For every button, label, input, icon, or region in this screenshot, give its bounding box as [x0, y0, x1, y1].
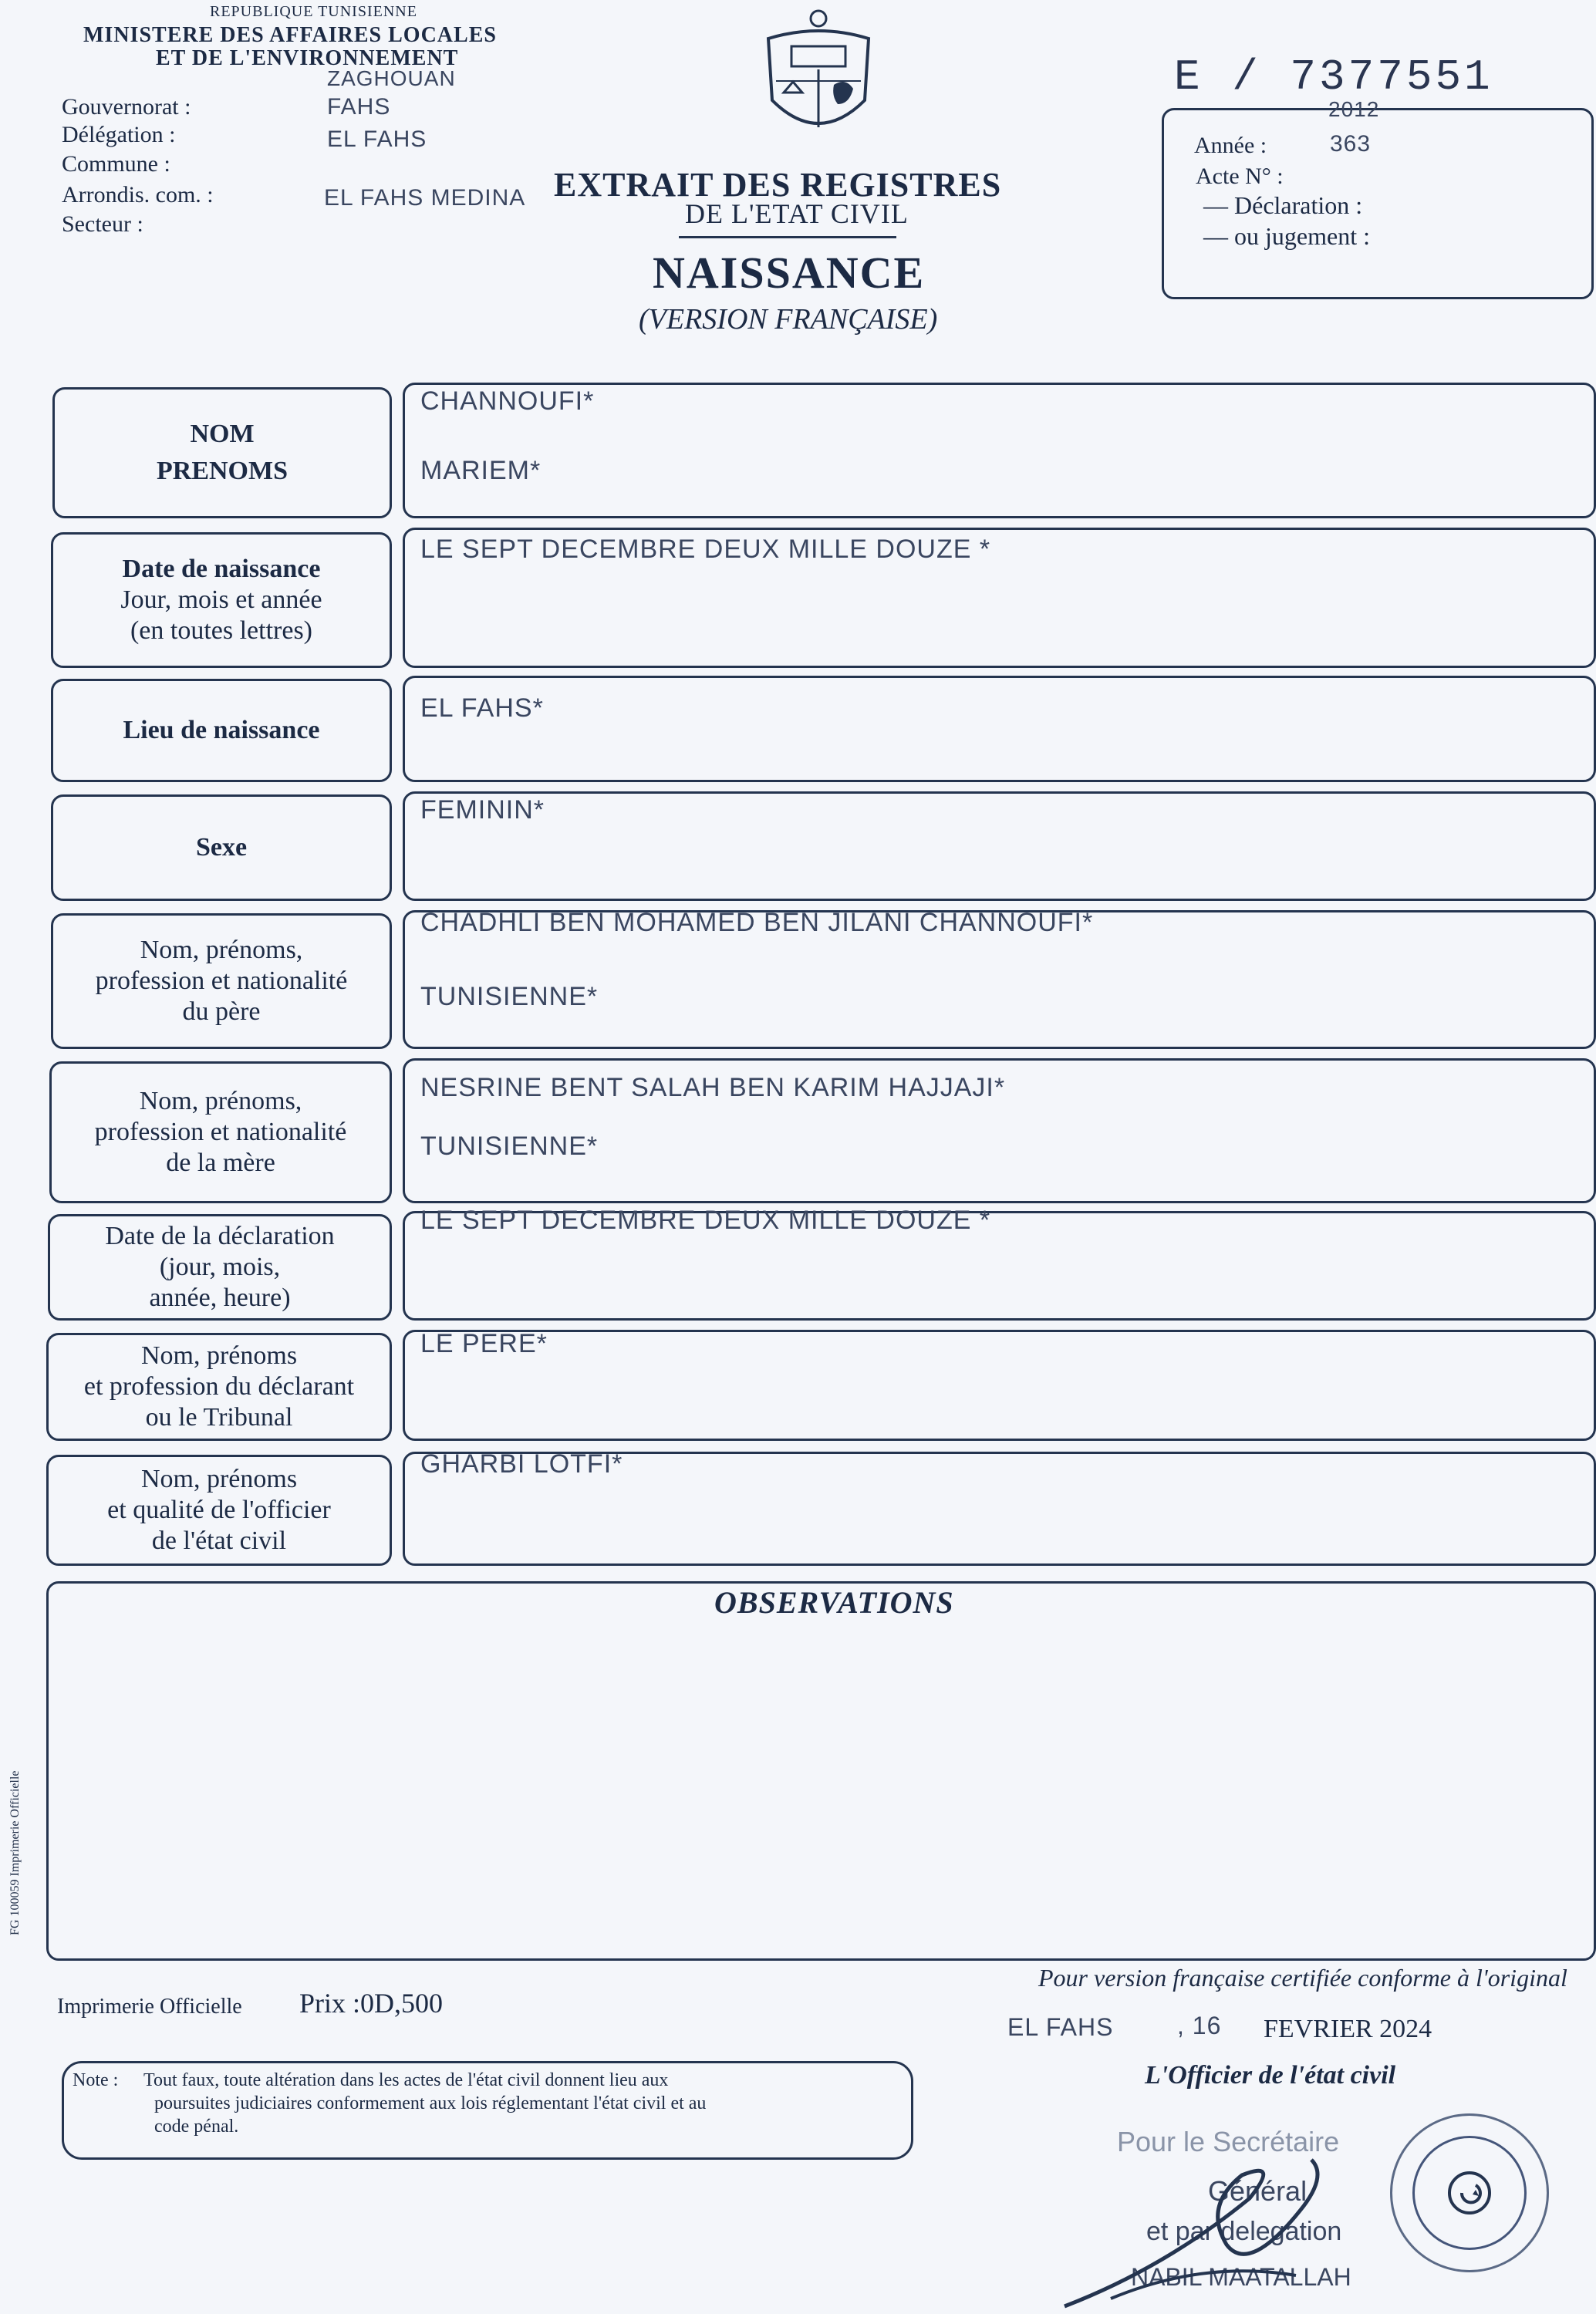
date-naissance-label: Date de naissance [122, 555, 321, 583]
declaration-label2: (jour, mois, [159, 1253, 281, 1281]
delegation-value: EL FAHS [327, 126, 427, 152]
observations-box [46, 1581, 1596, 1961]
prix-text: Prix :0D,500 [299, 1988, 444, 2019]
jugement-label: — ou jugement : [1203, 222, 1370, 250]
declarant-value-box [403, 1330, 1596, 1441]
date-naissance-label-box [51, 532, 392, 668]
official-stamp-icon [1390, 2113, 1549, 2272]
declaration-value-box [403, 1206, 1596, 1321]
title-version: (VERSION FRANÇAISE) [639, 303, 938, 336]
ministry-line1: MINISTERE DES AFFAIRES LOCALES [83, 23, 497, 47]
declarant-label1: Nom, prénoms [140, 1341, 298, 1370]
coat-of-arms-icon [753, 8, 884, 147]
mere-label3: de la mère [166, 1149, 275, 1177]
declaration-value: LE SEPT DECEMBRE DEUX MILLE DOUZE * [420, 1206, 991, 1235]
mere-label-box [49, 1061, 392, 1203]
date-naissance-sublabel1: Jour, mois et année [120, 585, 322, 614]
officier-label-box [46, 1455, 392, 1566]
prenoms-value: MARIEM* [420, 456, 542, 485]
lieu-date-place: EL FAHS [1007, 2013, 1114, 2041]
lieu-value-box [403, 676, 1596, 782]
officier-value-box [403, 1449, 1596, 1566]
gouvernorat-value: FAHS [327, 94, 391, 120]
acte-value: 363 [1330, 131, 1372, 157]
stamp-line3: et par delegation [1146, 2217, 1342, 2246]
nom-value: CHANNOUFI* [420, 386, 595, 416]
declaration-label1: Date de la déclaration [105, 1222, 335, 1250]
pere-label2: profession et nationalité [95, 966, 348, 995]
stamp-line2: Général [1208, 2175, 1308, 2207]
officier-label2: et qualité de l'officier [107, 1496, 331, 1524]
title-naissance: NAISSANCE [653, 248, 926, 298]
serial-number: E / 7377551 [1174, 52, 1493, 102]
pere-value-box [403, 910, 1596, 1049]
title-underline [679, 236, 896, 238]
officier-label1: Nom, prénoms [140, 1465, 298, 1493]
pere-nationality-value: TUNISIENNE* [420, 982, 599, 1011]
republic-text: REPUBLIQUE TUNISIENNE [210, 3, 417, 20]
imprimerie-text: Imprimerie Officielle [57, 1995, 242, 2019]
mere-value-box [403, 1058, 1596, 1203]
arrondis-label: Arrondis. com. : [62, 182, 214, 207]
declarant-label-box [46, 1333, 392, 1441]
note-line1: Tout faux, toute altération dans les actes de l'état civil donnent lieu aux [143, 2070, 669, 2090]
officier-signature-label: L'Officier de l'état civil [1145, 2061, 1396, 2090]
gouvernorat-label: Gouvernorat : [62, 94, 191, 120]
mere-label1: Nom, prénoms, [139, 1087, 302, 1115]
ministry-line2: ET DE L'ENVIRONNEMENT [156, 46, 459, 70]
lieu-label: Lieu de naissance [123, 716, 320, 744]
date-naissance-sublabel2: (en toutes lettres) [130, 616, 313, 645]
declarant-label2: et profession du déclarant [83, 1372, 355, 1401]
prenoms-label: PRENOMS [157, 457, 288, 485]
sexe-value-box [403, 791, 1596, 901]
sexe-label: Sexe [195, 833, 248, 862]
nom-label-box [52, 387, 392, 518]
sexe-label-box [51, 794, 392, 901]
lieu-date-day: , 16 [1177, 2012, 1222, 2039]
mere-label2: profession et nationalité [94, 1118, 347, 1146]
zaghouan-text: ZAGHOUAN [327, 66, 456, 90]
observations-title: OBSERVATIONS [714, 1585, 954, 1620]
mere-nationality-value: TUNISIENNE* [420, 1132, 599, 1161]
nom-label: NOM [190, 420, 255, 448]
secteur-label: Secteur : [62, 211, 143, 237]
note-line3: code pénal. [154, 2117, 239, 2137]
pere-label3: du père [182, 997, 261, 1026]
nom-value-box [403, 383, 1596, 518]
declaration-label-box [48, 1214, 392, 1321]
delegation-label: Délégation : [62, 122, 176, 147]
lieu-value: EL FAHS* [420, 693, 544, 723]
arrondis-value: EL FAHS MEDINA [324, 185, 526, 211]
signature-icon [1049, 2113, 1450, 2314]
annee-label: Année : [1194, 133, 1267, 158]
lieu-label-box [51, 679, 392, 782]
stamp-line4: NABIL MAATALLAH [1131, 2263, 1351, 2291]
declarant-label3: ou le Tribunal [145, 1403, 293, 1432]
acte-label: Acte N° : [1196, 164, 1284, 189]
stamp-line1: Pour le Secrétaire [1117, 2126, 1340, 2157]
date-naissance-value-box [403, 528, 1596, 668]
lieu-date-month: FEVRIER 2024 [1264, 2015, 1432, 2043]
pere-label1: Nom, prénoms, [140, 936, 303, 964]
sexe-value: FEMININ* [420, 795, 545, 825]
date-naissance-value: LE SEPT DECEMBRE DEUX MILLE DOUZE * [420, 535, 991, 564]
annee-value: 2012 [1328, 97, 1380, 121]
declaration-label3: année, heure) [149, 1283, 291, 1312]
officier-label3: de l'état civil [151, 1526, 287, 1555]
pere-label-box [51, 913, 392, 1049]
certifiee-text: Pour version française certifiée conforme à l'original [1038, 1964, 1567, 1992]
officier-value: GHARBI LOTFI* [420, 1449, 623, 1479]
side-print-code: FG 100059 Imprimerie Officielle [8, 1770, 22, 1935]
note-line2: poursuites judiciaires conformement aux lois réglementant l'état civil et au [154, 2093, 707, 2113]
declarant-value: LE PERE* [420, 1329, 548, 1358]
pere-name-value: CHADHLI BEN MOHAMED BEN JILANI CHANNOUFI* [420, 908, 1094, 937]
declaration-label: — Déclaration : [1203, 191, 1363, 219]
title-extrait: EXTRAIT DES REGISTRES [554, 166, 1002, 204]
commune-label: Commune : [62, 151, 170, 177]
mere-name-value: NESRINE BENT SALAH BEN KARIM HAJJAJI* [420, 1073, 1006, 1102]
note-label: Note : [73, 2070, 119, 2090]
title-etat-civil: DE L'ETAT CIVIL [685, 198, 909, 229]
